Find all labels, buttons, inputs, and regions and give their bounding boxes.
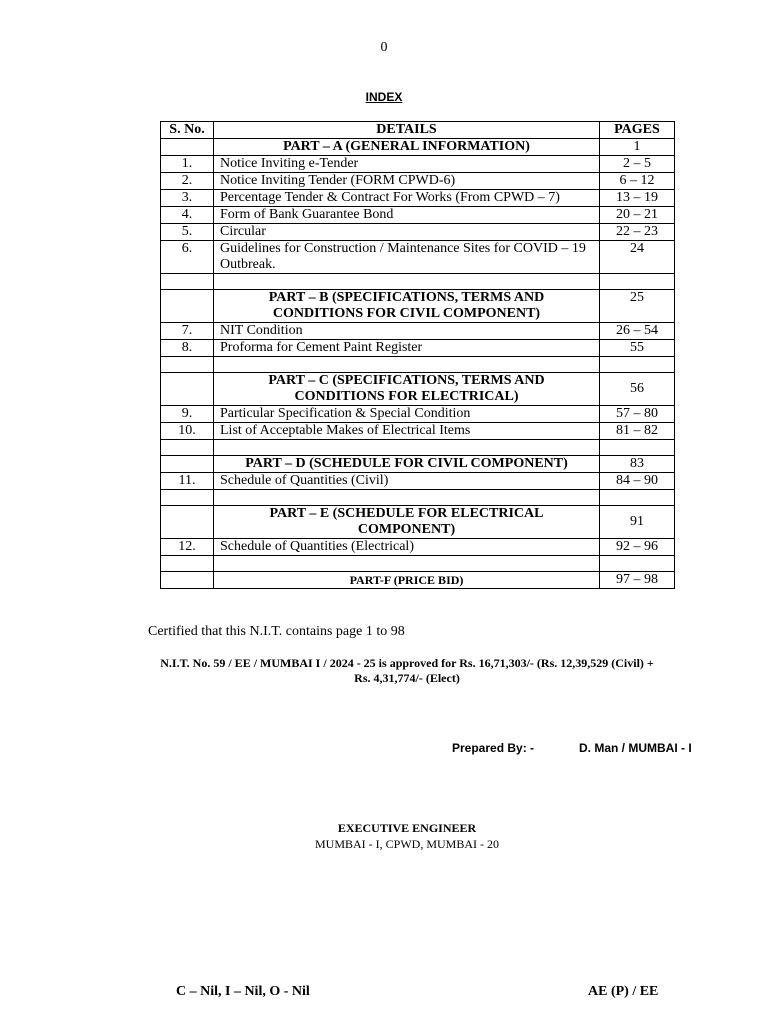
part-e-title: PART – E (SCHEDULE FOR ELECTRICAL COMPONENT) <box>214 506 600 539</box>
certified-statement: Certified that this N.I.T. contains page 1 to 98 <box>148 624 405 639</box>
footer-left: C – Nil, I – Nil, O - Nil <box>176 984 310 999</box>
part-e-row <box>161 506 675 539</box>
part-d-title: PART – D (SCHEDULE FOR CIVIL COMPONENT) <box>214 456 600 473</box>
footer-right: AE (P) / EE <box>588 984 659 999</box>
signatory-title: EXECUTIVE ENGINEER <box>337 821 477 835</box>
prepared-by-name: D. Man / MUMBAI - I <box>579 741 692 755</box>
part-c-title: PART – C (SPECIFICATIONS, TERMS AND CONDITIONS FOR ELECTRICAL) <box>214 373 600 406</box>
part-f-row <box>161 572 675 589</box>
part-d-row <box>161 456 675 473</box>
part-a-row <box>161 139 675 156</box>
blank-row <box>161 274 675 290</box>
blank-row <box>161 440 675 456</box>
part-e-pages: 91 <box>600 506 675 539</box>
table-row: 12. Schedule of Quantities (Electrical) 92 – 96 <box>161 539 675 556</box>
part-f-pages: 97 – 98 <box>600 572 675 589</box>
header-pages: PAGES <box>600 122 675 139</box>
part-b-row <box>161 290 675 323</box>
table-header-row <box>161 122 675 139</box>
signatory-office: MUMBAI - I, CPWD, MUMBAI - 20 <box>314 837 499 851</box>
table-row: 8. Proforma for Cement Paint Register 55 <box>161 340 675 357</box>
table-row: 9. Particular Specification & Special Condition 57 – 80 <box>161 406 675 423</box>
part-b-pages: 25 <box>600 290 675 323</box>
prepared-by-label: Prepared By: - <box>452 741 535 755</box>
blank-row <box>161 556 675 572</box>
table-row: 3. Percentage Tender & Contract For Works (From CPWD – 7) 13 – 19 <box>161 190 675 207</box>
part-f-title: PART-F (PRICE BID) <box>214 572 600 589</box>
nit-approval-text: N.I.T. No. 59 / EE / MUMBAI I / 2024 - 25 is approved for Rs. 16,71,303/- (Rs. 12,39,529 (Civil) + Rs. 4,31,774/- (Elect) <box>160 656 654 685</box>
part-a-title: PART – A (GENERAL INFORMATION) <box>214 139 600 156</box>
part-b-title: PART – B (SPECIFICATIONS, TERMS AND CONDITIONS FOR CIVIL COMPONENT) <box>214 290 600 323</box>
table-row: 1. Notice Inviting e-Tender 2 – 5 <box>161 156 675 173</box>
part-a-pages: 1 <box>600 139 675 156</box>
blank-row <box>161 357 675 373</box>
header-details: DETAILS <box>214 122 600 139</box>
table-row: 6. Guidelines for Construction / Maintenance Sites for COVID – 19 Outbreak. 24 <box>161 241 675 274</box>
table-row: 11. Schedule of Quantities (Civil) 84 – 90 <box>161 473 675 490</box>
part-d-pages: 83 <box>600 456 675 473</box>
index-table <box>160 121 675 589</box>
table-row: 2. Notice Inviting Tender (FORM CPWD-6) 6 – 12 <box>161 173 675 190</box>
table-row: 7. NIT Condition 26 – 54 <box>161 323 675 340</box>
table-row: 5. Circular 22 – 23 <box>161 224 675 241</box>
table-row: 10. List of Acceptable Makes of Electrical Items 81 – 82 <box>161 423 675 440</box>
part-c-pages: 56 <box>600 373 675 406</box>
blank-row <box>161 490 675 506</box>
index-title: INDEX <box>365 90 403 104</box>
header-sno: S. No. <box>161 122 214 139</box>
part-c-row <box>161 373 675 406</box>
table-row: 4. Form of Bank Guarantee Bond 20 – 21 <box>161 207 675 224</box>
page-number: 0 <box>380 40 388 55</box>
